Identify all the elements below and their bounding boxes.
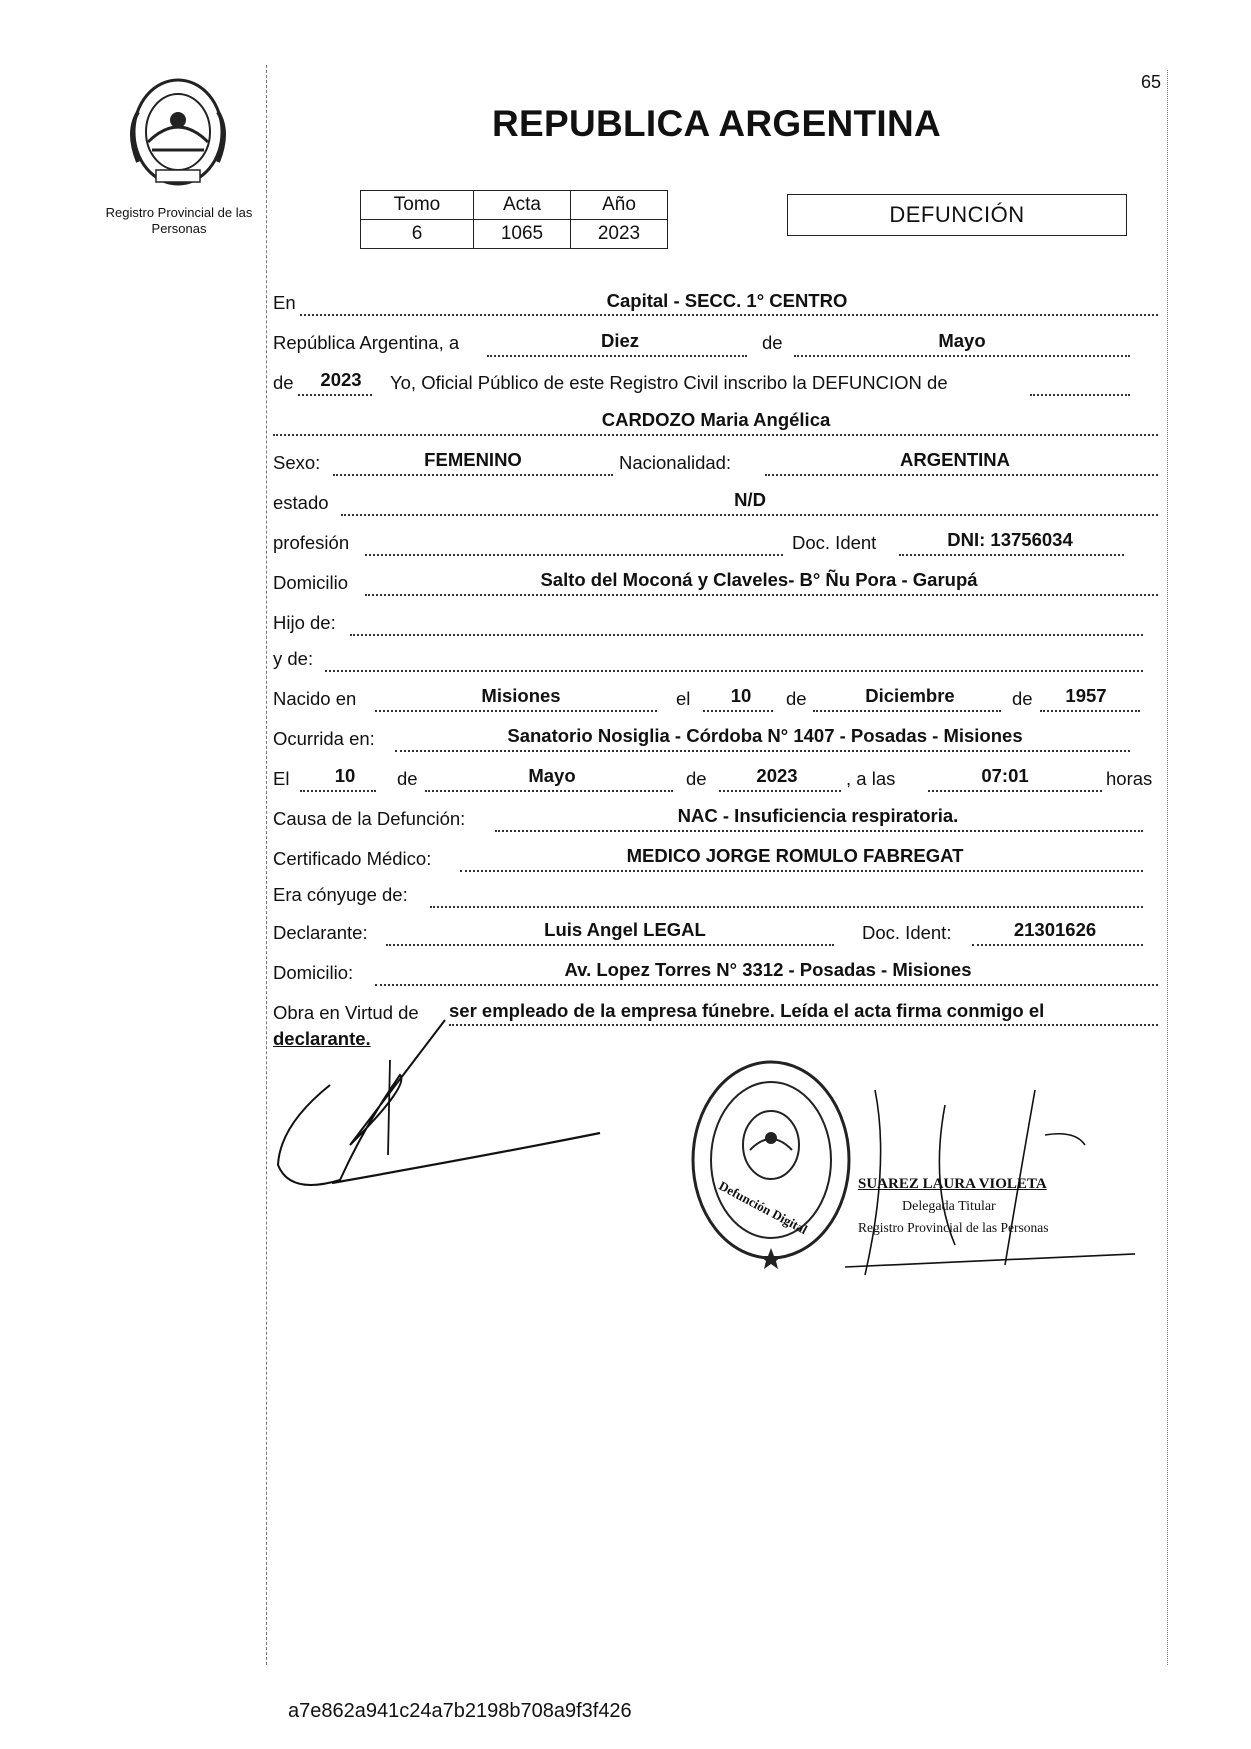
declarante-doc: 21301626 bbox=[1013, 919, 1097, 940]
hijo-label: Hijo de: bbox=[273, 612, 336, 633]
document-hash: a7e862a941c24a7b2198b708a9f3f426 bbox=[288, 1700, 632, 1722]
page-title: REPUBLICA ARGENTINA bbox=[492, 103, 942, 144]
nacido-line bbox=[375, 710, 657, 712]
domicilio-label: Domicilio bbox=[273, 572, 349, 593]
certificado-line bbox=[460, 870, 1143, 872]
month-line bbox=[794, 355, 1130, 357]
death-time: 07:01 bbox=[981, 765, 1029, 786]
record-value-acta: 1065 bbox=[474, 220, 571, 249]
page-number: 65 bbox=[1141, 72, 1162, 92]
causa-value: NAC - Insuficiencia respiratoria. bbox=[677, 805, 959, 826]
en-label: En bbox=[273, 292, 296, 313]
sexo-value: FEMENINO bbox=[424, 449, 522, 470]
day-word: Diez bbox=[600, 330, 640, 351]
de-label-5: de bbox=[397, 768, 418, 789]
en-value: Capital - SECC. 1° CENTRO bbox=[606, 290, 848, 311]
de-label-6: de bbox=[686, 768, 707, 789]
a-las-label: , a las bbox=[846, 768, 896, 789]
deceased-name: CARDOZO Maria Angélica bbox=[601, 409, 831, 430]
causa-line bbox=[495, 830, 1143, 832]
record-value-tomo: 6 bbox=[361, 220, 474, 249]
nacido-value: Misiones bbox=[481, 685, 561, 706]
intro-line bbox=[1030, 394, 1130, 396]
de-label-3: de bbox=[786, 688, 807, 709]
certificado-label: Certificado Médico: bbox=[273, 848, 432, 869]
hijo-line bbox=[350, 634, 1143, 636]
ocurrida-line bbox=[395, 750, 1130, 752]
ocurrida-label: Ocurrida en: bbox=[273, 728, 375, 749]
death-month-line bbox=[425, 790, 673, 792]
y-de-label: y de: bbox=[273, 648, 314, 669]
declarant-signature bbox=[270, 1005, 690, 1205]
obra-line2: declarante. bbox=[273, 1028, 371, 1049]
nacionalidad-value: ARGENTINA bbox=[900, 449, 1010, 470]
certificado-value: MEDICO JORGE ROMULO FABREGAT bbox=[626, 845, 964, 866]
stamp-inner-text: Defunción Digital bbox=[716, 1177, 810, 1238]
death-time-line bbox=[928, 790, 1102, 792]
year-value: 2023 bbox=[320, 369, 362, 390]
declarante-doc-line bbox=[972, 944, 1143, 946]
y-de-line bbox=[325, 670, 1143, 672]
doc-ident-value: DNI: 13756034 bbox=[947, 529, 1073, 550]
province-seal-icon bbox=[118, 72, 238, 192]
name-line bbox=[273, 434, 1158, 436]
obra-prefix: Obra en Virtud de bbox=[273, 1002, 419, 1023]
conyuge-label: Era cónyuge de: bbox=[273, 884, 408, 905]
record-header-ano: Año bbox=[571, 191, 668, 220]
death-month: Mayo bbox=[528, 765, 576, 786]
day-line bbox=[487, 355, 747, 357]
rep-label: República Argentina, a bbox=[273, 332, 460, 353]
causa-label: Causa de la Defunción: bbox=[273, 808, 466, 829]
de-label: de bbox=[762, 332, 783, 353]
nacionalidad-label: Nacionalidad: bbox=[619, 452, 732, 473]
birth-year-line bbox=[1040, 710, 1140, 712]
birth-month-line bbox=[813, 710, 1001, 712]
el-label: el bbox=[676, 688, 691, 709]
sexo-line bbox=[333, 474, 613, 476]
profesion-label: profesión bbox=[273, 532, 350, 553]
domicilio2-line bbox=[375, 984, 1158, 986]
birth-month: Diciembre bbox=[865, 685, 955, 706]
right-margin-line bbox=[1167, 70, 1168, 1665]
declarante-domicilio: Av. Lopez Torres N° 3312 - Posadas - Misiones bbox=[564, 959, 972, 980]
conyuge-line bbox=[430, 906, 1143, 908]
de-label-2: de bbox=[273, 372, 294, 393]
ocurrida-value: Sanatorio Nosiglia - Córdoba N° 1407 - Posadas - Misiones bbox=[507, 725, 1023, 746]
declarante-line bbox=[386, 944, 834, 946]
record-header-tomo: Tomo bbox=[361, 191, 474, 220]
birth-day: 10 bbox=[730, 685, 752, 706]
profesion-line bbox=[365, 554, 783, 556]
declarante-label: Declarante: bbox=[273, 922, 368, 943]
left-margin-line bbox=[266, 65, 267, 1665]
logo-caption: Registro Provincial de las Personas bbox=[105, 205, 253, 236]
doc-ident2-label: Doc. Ident: bbox=[862, 922, 952, 943]
sexo-label: Sexo: bbox=[273, 452, 321, 473]
official-name: SUAREZ LAURA VIOLETA bbox=[858, 1176, 1047, 1192]
month-value: Mayo bbox=[938, 330, 986, 351]
death-year-line bbox=[719, 790, 841, 792]
official-role: Delegada Titular bbox=[902, 1199, 996, 1214]
de-label-4: de bbox=[1012, 688, 1033, 709]
estado-line bbox=[341, 514, 1158, 516]
birth-year: 1957 bbox=[1065, 685, 1107, 706]
domicilio-line bbox=[365, 594, 1158, 596]
estado-value: N/D bbox=[734, 489, 766, 510]
province-seal-logo bbox=[118, 72, 238, 192]
death-day-line bbox=[300, 790, 376, 792]
en-line bbox=[300, 314, 1158, 316]
death-year: 2023 bbox=[756, 765, 798, 786]
doc-ident-line bbox=[899, 554, 1124, 556]
birth-day-line bbox=[703, 710, 773, 712]
intro-text: Yo, Oficial Público de este Registro Civil inscribo la DEFUNCION de bbox=[390, 372, 948, 393]
obra-text: ser empleado de la empresa fúnebre. Leída el acta firma conmigo el bbox=[449, 1000, 1045, 1021]
horas-label: horas bbox=[1106, 768, 1153, 789]
official-org: Registro Provincial de las Personas bbox=[858, 1220, 1049, 1235]
nacido-label: Nacido en bbox=[273, 688, 357, 709]
record-type-box: DEFUNCIÓN bbox=[787, 194, 1127, 236]
official-stamp bbox=[686, 1050, 856, 1270]
estado-label: estado bbox=[273, 492, 329, 513]
declarante-value: Luis Angel LEGAL bbox=[544, 919, 706, 940]
record-value-ano: 2023 bbox=[571, 220, 668, 249]
record-table bbox=[360, 190, 668, 249]
domicilio2-label: Domicilio: bbox=[273, 962, 354, 983]
record-header-acta: Acta bbox=[474, 191, 571, 220]
nacionalidad-line bbox=[765, 474, 1158, 476]
year-line bbox=[298, 394, 372, 396]
doc-ident-label: Doc. Ident bbox=[792, 532, 877, 553]
el-cap-label: El bbox=[273, 768, 290, 789]
domicilio-value: Salto del Moconá y Claveles- B° Ñu Pora - Garupá bbox=[540, 569, 978, 590]
death-day: 10 bbox=[334, 765, 356, 786]
